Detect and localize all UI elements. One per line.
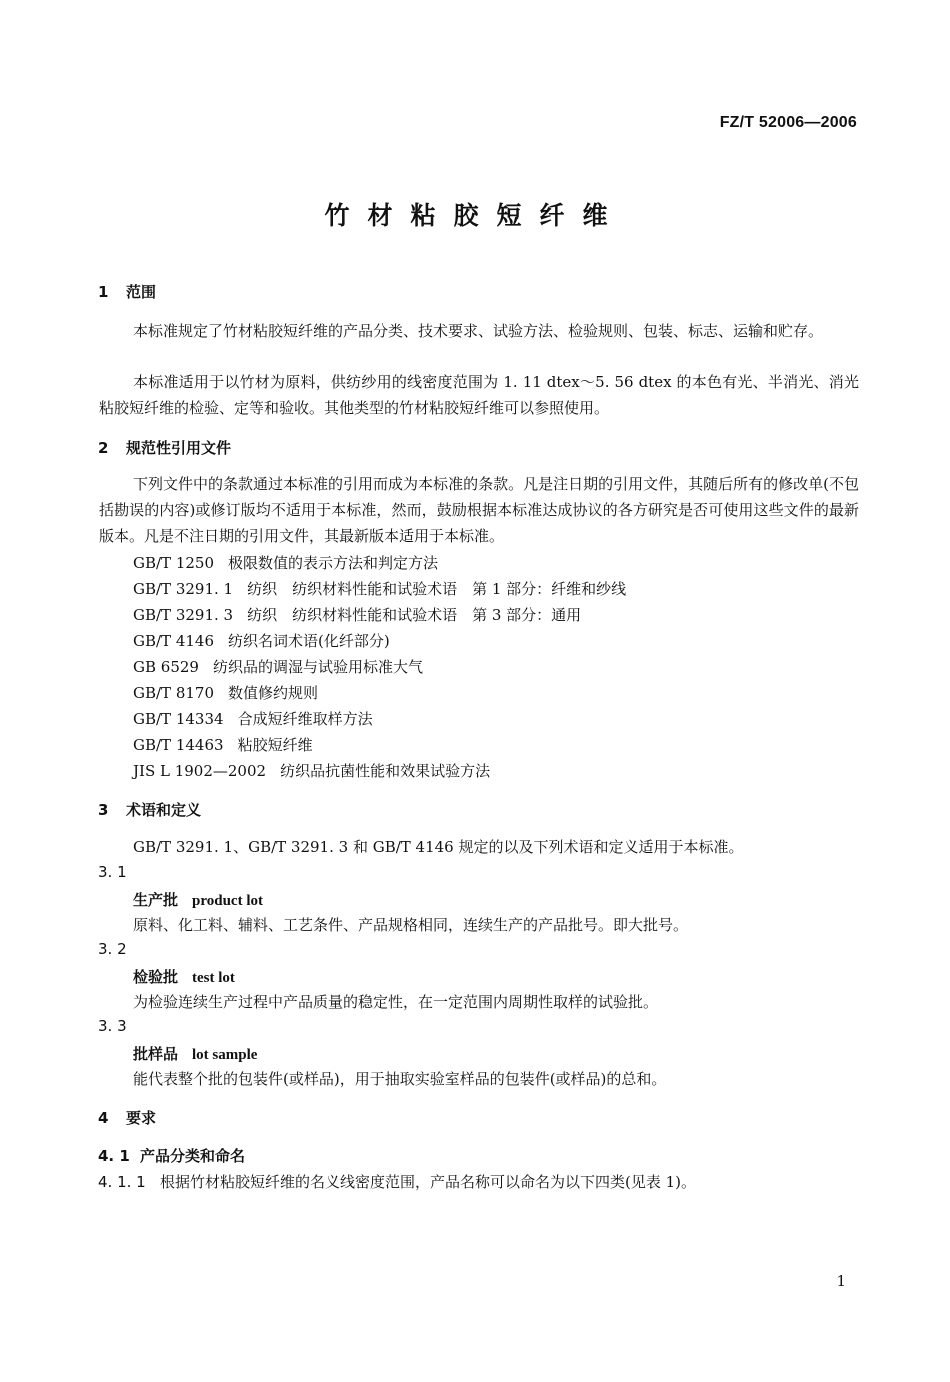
reference-item [133, 656, 423, 677]
term-en: product lot [192, 893, 263, 909]
section-2-paragraph-1: 下列文件中的条款通过本标准的引用而成为本标准的条款。凡是注日期的引用文件，其随后所有的修改单(不包括勘误的内容)或修订版均不适用于本标准，然而，鼓励根据本标准达成协议的各方研究是否可使用这些文件的最新版本。凡是不注日期的引用文件，其最新版本适用于本标准。 [99, 475, 859, 545]
standard-code: FZ/T 52006—2006 [719, 114, 857, 131]
reference-item [133, 708, 373, 729]
section-2-heading [98, 437, 231, 458]
reference-title: 纺织 纺织材料性能和试验术语 第 1 部分：纤维和纱线 [247, 580, 627, 598]
section-title: 要求 [126, 1109, 157, 1127]
section-number: 1 [98, 283, 109, 301]
reference-item [133, 682, 318, 703]
reference-code: JIS L 1902—2002 [133, 762, 267, 780]
term-number: 3. 1 [98, 863, 127, 881]
term-number: 3. 3 [98, 1017, 127, 1035]
page-number: 1 [836, 1272, 846, 1290]
section-number: 4 [98, 1109, 109, 1127]
term-definition: 能代表整个批的包装件(或样品)，用于抽取实验室样品的包装件(或样品)的总和。 [133, 1070, 667, 1088]
reference-code: GB/T 3291. 1 [133, 580, 234, 598]
subsection-title: 产品分类和命名 [140, 1147, 246, 1165]
section-number: 3 [98, 801, 109, 819]
reference-title: 极限数值的表示方法和判定方法 [228, 554, 439, 572]
section-1-heading [98, 281, 156, 302]
reference-title: 纺织品的调湿与试验用标准大气 [212, 658, 423, 676]
clause-4-1-1 [98, 1171, 696, 1192]
page-title: 竹材粘胶短纤维 [324, 201, 626, 230]
reference-title: 合成短纤维取样方法 [237, 710, 373, 728]
reference-code: GB 6529 [133, 658, 199, 676]
term-definition: 原料、化工料、辅料、工艺条件、产品规格相同，连续生产的产品批号。即大批号。 [133, 916, 689, 934]
reference-code: GB/T 3291. 3 [133, 606, 234, 624]
clause-text: 根据竹材粘胶短纤维的名义线密度范围，产品名称可以命名为以下四类(见表 1)。 [160, 1173, 697, 1191]
reference-title: 纺织 纺织材料性能和试验术语 第 3 部分：通用 [247, 606, 582, 624]
reference-title: 纺织品抗菌性能和效果试验方法 [280, 762, 491, 780]
reference-code: GB/T 14334 [133, 710, 224, 728]
reference-title: 纺织名词术语(化纤部分) [228, 632, 390, 650]
term-en: test lot [192, 970, 235, 986]
term-zh: 生产批 [133, 891, 179, 909]
reference-title: 粘胶短纤维 [237, 736, 313, 754]
reference-code: GB/T 4146 [133, 632, 215, 650]
reference-item [133, 760, 490, 781]
section-3-paragraph-1: GB/T 3291. 1、GB/T 3291. 3 和 GB/T 4146 规定的以及下列术语和定义适用于本标准。 [133, 838, 744, 856]
section-number: 2 [98, 439, 109, 457]
term-heading [133, 889, 263, 910]
reference-item [133, 734, 313, 755]
term-definition: 为检验连续生产过程中产品质量的稳定性，在一定范围内周期性取样的试验批。 [133, 993, 659, 1011]
clause-number: 4. 1. 1 [98, 1173, 146, 1191]
section-3-heading [98, 799, 201, 820]
reference-item [133, 604, 581, 625]
section-4-heading [98, 1107, 156, 1128]
section-1-paragraph-1: 本标准规定了竹材粘胶短纤维的产品分类、技术要求、试验方法、检验规则、包装、标志、运输和贮存。 [133, 322, 824, 340]
section-title: 范围 [126, 283, 157, 301]
reference-code: GB/T 8170 [133, 684, 215, 702]
term-zh: 检验批 [133, 968, 179, 986]
term-number: 3. 2 [98, 940, 127, 958]
reference-item [133, 578, 626, 599]
section-title: 术语和定义 [126, 801, 202, 819]
reference-code: GB/T 1250 [133, 554, 215, 572]
term-en: lot sample [192, 1047, 258, 1063]
section-title: 规范性引用文件 [126, 439, 232, 457]
reference-item [133, 630, 390, 651]
term-zh: 批样品 [133, 1045, 179, 1063]
reference-title: 数值修约规则 [228, 684, 319, 702]
subsection-number: 4. 1 [98, 1147, 130, 1165]
subsection-4-1-heading [98, 1145, 245, 1166]
term-heading [133, 1043, 257, 1064]
reference-item [133, 552, 438, 573]
term-heading [133, 966, 235, 987]
section-1-paragraph-2: 本标准适用于以竹材为原料，供纺纱用的线密度范围为 1. 11 dtex～5. 56 dtex 的本色有光、半消光、消光粘胶短纤维的检验、定等和验收。其他类型的竹材粘胶短纤维可以参照使用。 [99, 373, 859, 417]
reference-code: GB/T 14463 [133, 736, 224, 754]
